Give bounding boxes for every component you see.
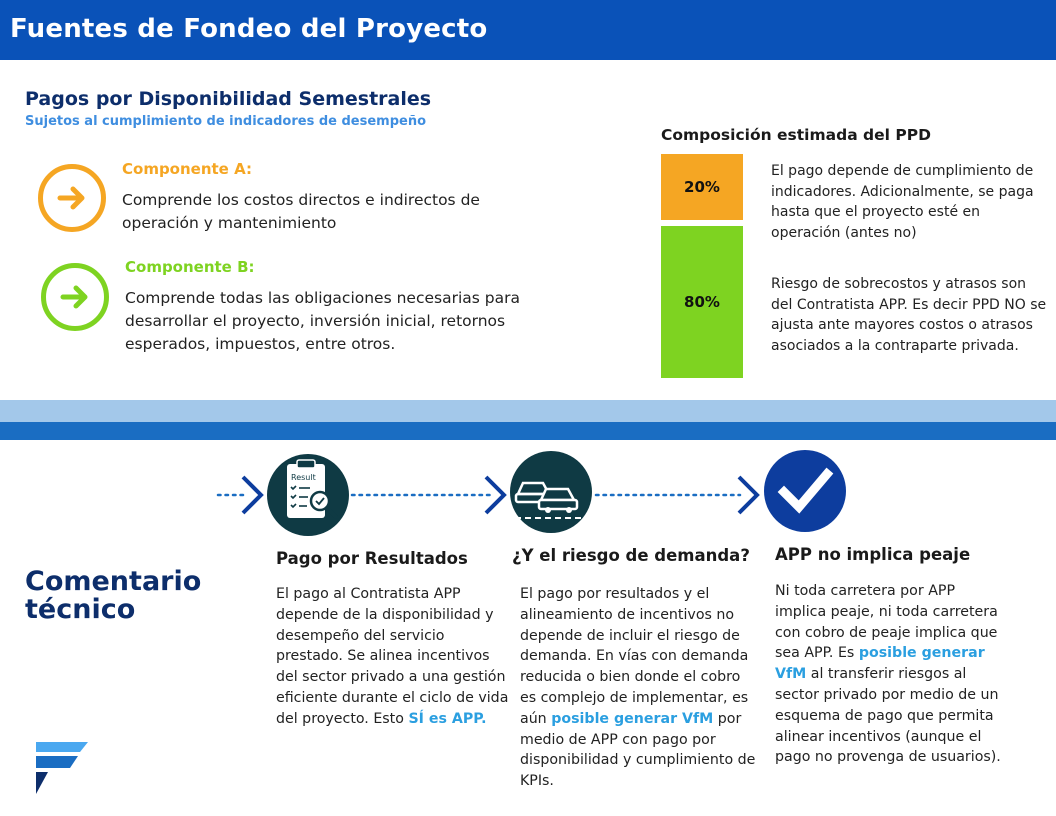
checkmark-icon [764,450,846,532]
flow-diagram [0,440,1056,550]
cars-road-icon [510,451,592,533]
col2-body-after: por medio de APP con pago por disponibilidad y cumplimiento de KPIs. [520,710,756,790]
comentario-tecnico-title [25,568,245,624]
comentario-line-2: técnico [25,594,136,625]
col1-text [276,584,510,730]
page-title: Fuentes de Fondeo del Proyecto [10,14,488,44]
ppd-bar-80 [661,226,743,378]
ppd-bar-80-label: 80% [684,293,720,311]
col1-body: El pago al Contratista APP depende de la disponibilidad y desempeño del servicio prestado. Se alinea incentivos del sector privado a una gestión eficiente durante el ciclo de vida del proyecto. Esto [276,586,509,727]
pagos-title: Pagos por Disponibilidad Semestrales [25,88,432,110]
col2-text [520,584,756,792]
col1-heading: Pago por Resultados [276,549,468,568]
component-b-text: Comprende todas las obligaciones necesarias para desarrollar el proyecto, inversión inicial, retornos esperados, impuestos, entre otros. [125,289,520,353]
col3-body: Ni toda carretera por APP implica peaje, ni toda carretera con cobro de peaje implica que sea APP. Es [775,583,998,662]
col3-body-after: al transferir riesgos al sector privado por medio de un esquema de pago que permita alinear incentivos (aunque el pago no provenga de usuarios). [775,666,1001,766]
comentario-line-1: Comentario [25,566,202,597]
col3-text [775,581,1010,768]
col3-heading: APP no implica peaje [775,545,971,564]
brand-logo-icon [34,742,90,796]
chevron-right-icon-3 [739,477,757,513]
ppd-text-20: El pago depende de cumplimiento de indicadores. Adicionalmente, se paga hasta que el proyecto esté en operación (antes no) [771,163,1034,241]
ppd-bar-20 [661,154,743,220]
header-bar [0,0,1056,60]
col3-highlight: posible generar VfM [775,645,985,683]
component-a-text: Comprende los costos directos e indirectos de operación y mantenimiento [122,191,480,232]
divider-band-light [0,400,1056,422]
col2-body: El pago por resultados y el alineamiento de incentivos no depende de incluir el riesgo de demanda. En vías con demanda reducida o bien donde el cobro es complejo de implementar, es aún [520,586,749,727]
chevron-right-icon-1 [243,477,261,513]
results-clipboard-icon [267,454,349,536]
divider-band-dark [0,422,1056,440]
col1-highlight: SÍ es APP. [408,710,487,727]
arrow-circle-icon-b [41,263,109,331]
ppd-text-80: Riesgo de sobrecostos y atrasos son del Contratista APP. Es decir PPD NO se ajusta ante mayores costos o atrasos asociados a la contraparte privada. [771,276,1047,354]
col2-heading: ¿Y el riesgo de demanda? [512,546,750,565]
arrow-circle-icon-a [38,164,106,232]
pagos-subtitle: Sujetos al cumplimiento de indicadores de desempeño [25,114,427,129]
icon-result-text: Result [291,473,316,482]
ppd-title: Composición estimada del PPD [661,126,931,144]
col2-highlight: posible generar VfM [551,710,714,727]
component-b-label: Componente B: [125,258,255,276]
component-a-label: Componente A: [122,160,252,178]
ppd-bar-20-label: 20% [684,178,720,196]
